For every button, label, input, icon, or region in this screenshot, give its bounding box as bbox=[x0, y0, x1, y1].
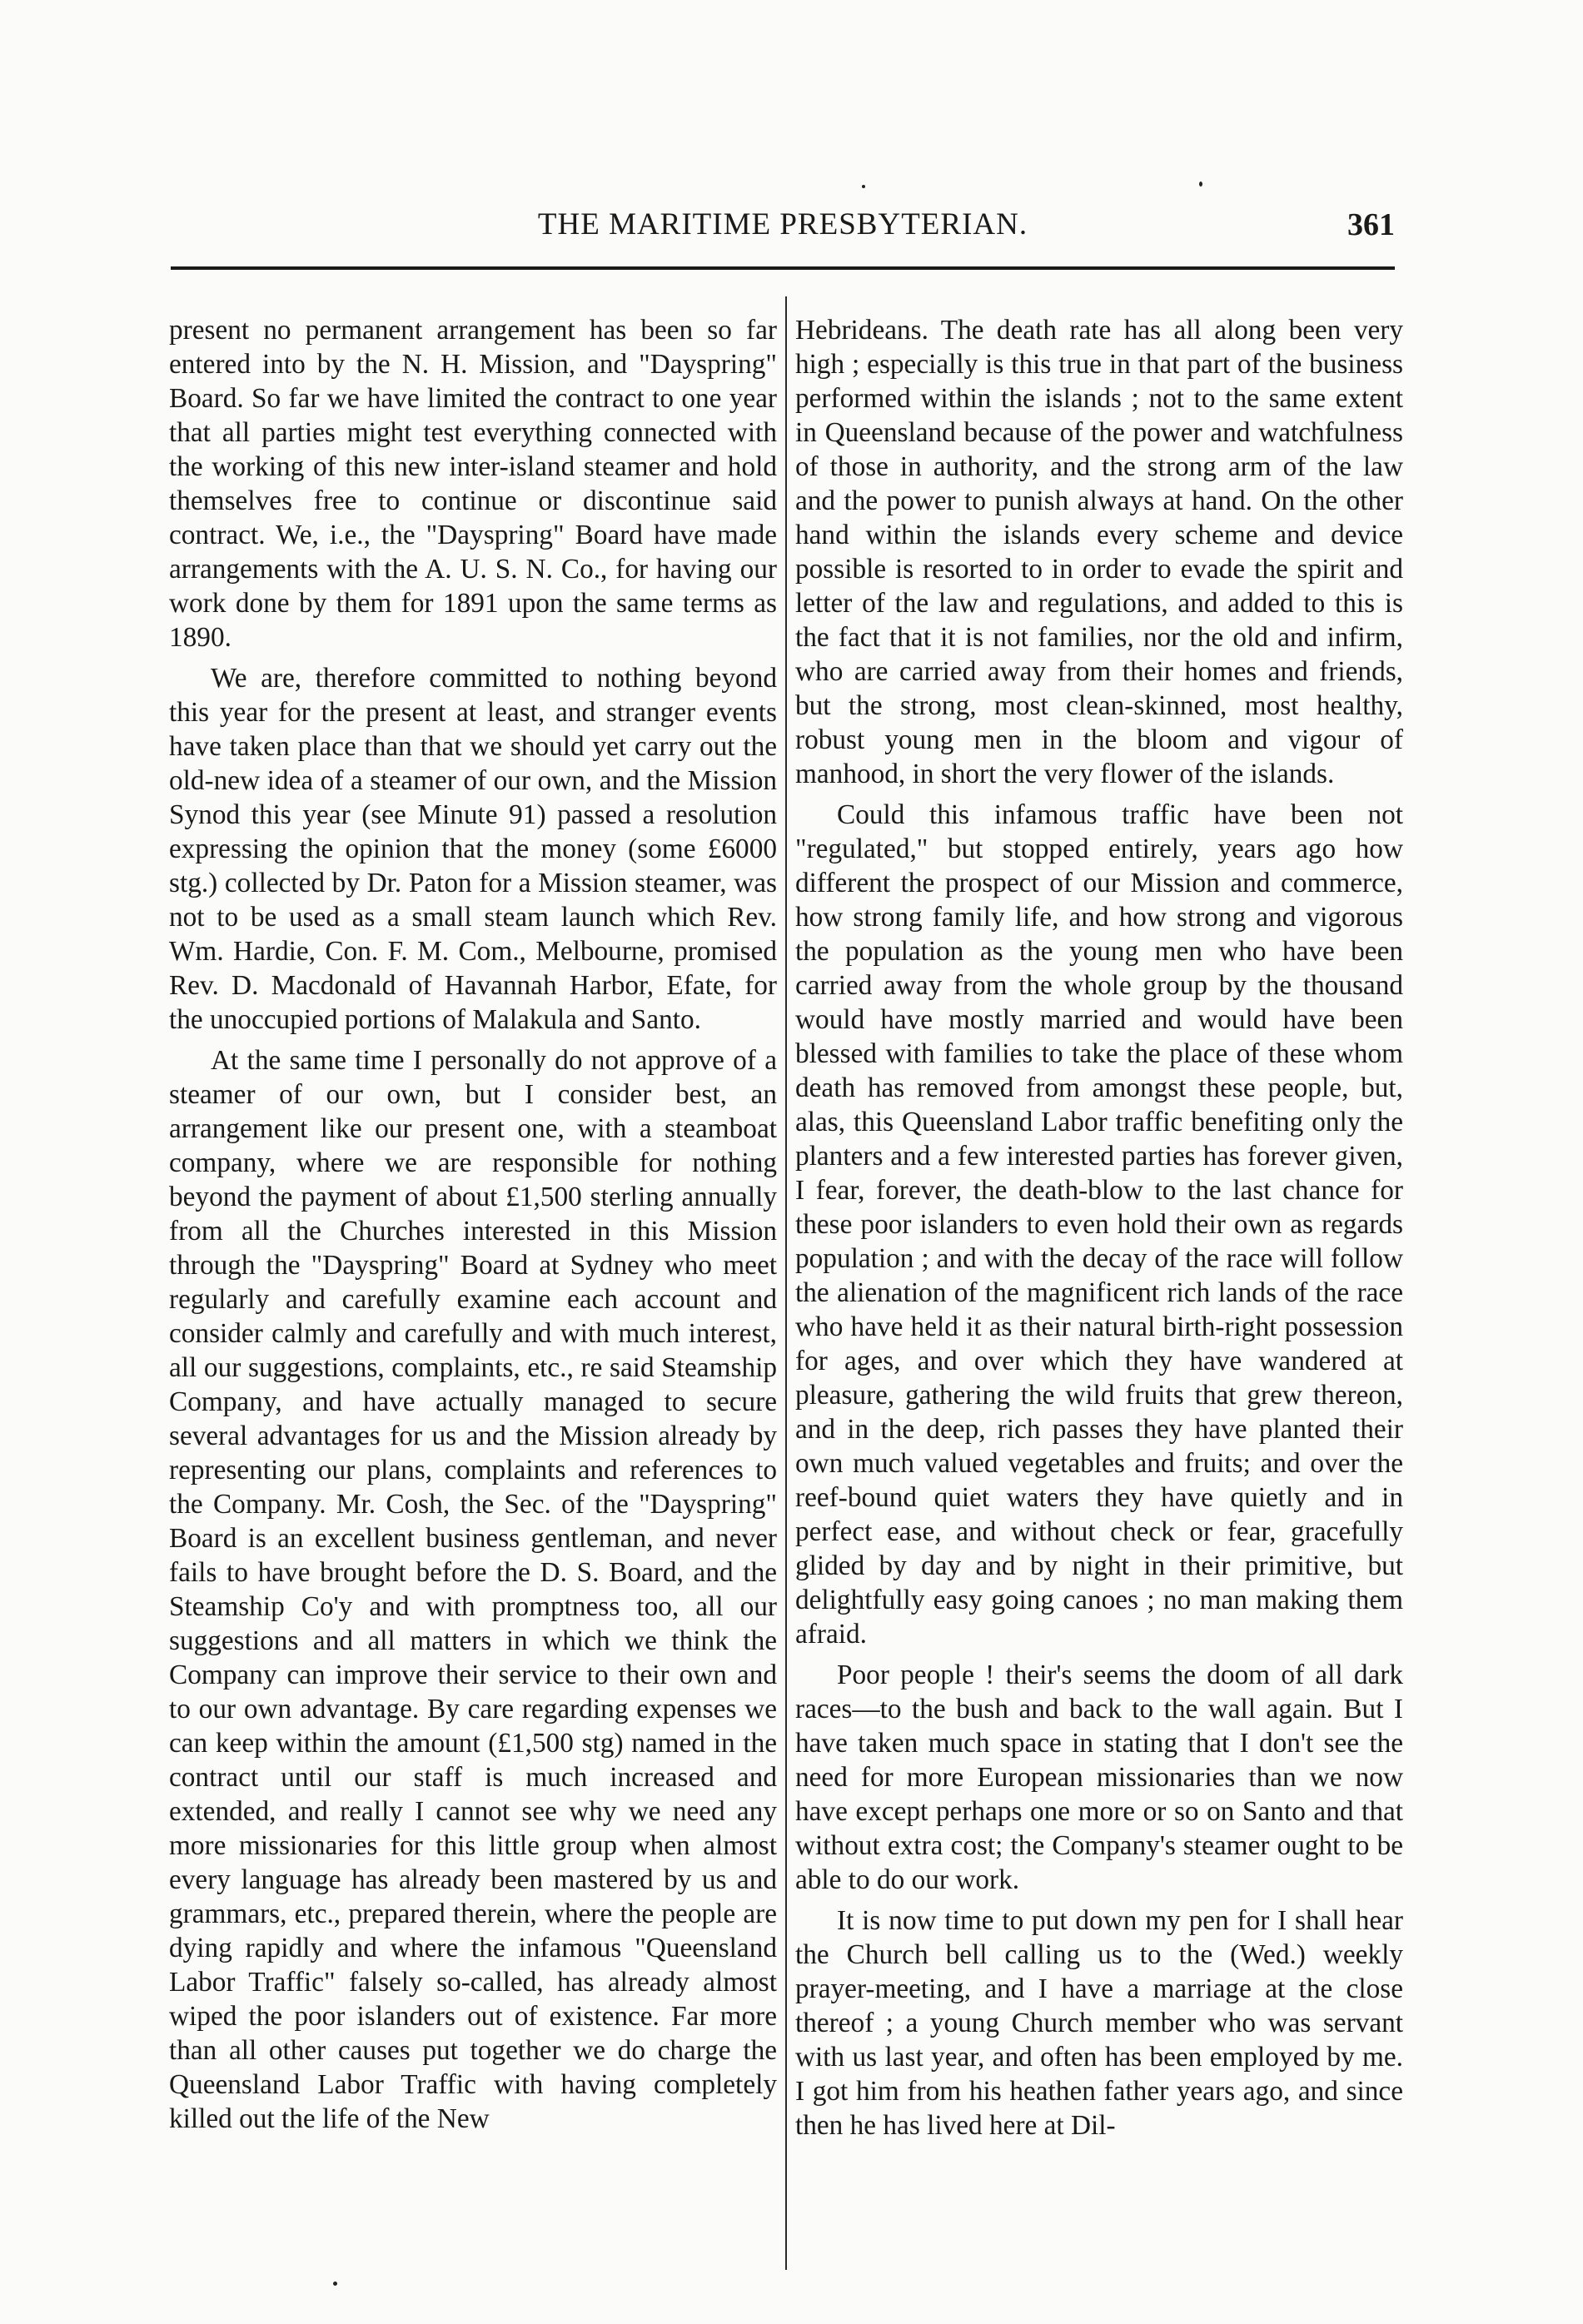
header-rule bbox=[171, 266, 1395, 270]
paragraph: We are, therefore committed to nothing beyond this year for the present at least, and stranger events have taken place than that we should yet carry out the old-new idea of a steamer of our own, and the Mission Synod this year (see Minute 91) passed a resolution expressing the opinion that the money (some £6000 stg.) collected by Dr. Paton for a Mission steamer, was not to be used as a small steam launch which Rev. Wm. Hardie, Con. F. M. Com., Melbourne, promised Rev. D. Macdonald of Havannah Harbor, Efate, for the unoccupied portions of Malakula and Santo. bbox=[169, 663, 777, 1035]
column-divider bbox=[785, 296, 787, 2270]
right-column bbox=[795, 313, 1403, 2253]
paragraph: Poor people ! their's seems the doom of all dark races—to the bush and back to the wall again. But I have taken much space in stating that I don't see the need for more European missionaries than we now have except perhaps one more or so on Santo and that without extra cost; the Company's steamer ought to be able to do our work. bbox=[795, 1660, 1403, 1895]
ink-speck bbox=[1199, 182, 1202, 187]
page-header bbox=[171, 207, 1395, 256]
ink-speck bbox=[862, 185, 865, 188]
paragraph: present no permanent arrangement has been so far entered into by the N. H. Mission, and "Dayspring" Board. So far we have limited the contract to one year that all parties might test everything connected with the working of this new inter-island steamer and hold themselves free to continue or discontinue said contract. We, i.e., the "Dayspring" Board have made arrangements with the A. U. S. N. Co., for having our work done by them for 1891 upon the same terms as 1890. bbox=[169, 315, 777, 653]
paragraph: Hebrideans. The death rate has all along been very high ; especially is this true in that part of the business performed within the islands ; not to the same extent in Queensland because of the power and watchfulness of those in authority, and the strong arm of the law and the power to punish always at hand. On the other hand within the islands every scheme and device possible is resorted to in order to evade the spirit and letter of the law and regulations, and added to this is the fact that it is not families, nor the old and infirm, who are carried away from their homes and friends, but the strong, most clean-skinned, most healthy, robust young men in the bloom and vigour of manhood, in short the very flower of the islands. bbox=[795, 315, 1403, 789]
paragraph: It is now time to put down my pen for I shall hear the Church bell calling us to the (Wed.) weekly prayer-meeting, and I have a marriage at the close thereof ; a young Church member who was servant with us last year, and often has been employed by me. I got him from his heathen father years ago, and since then he has lived here at Dil- bbox=[795, 1905, 1403, 2141]
page-number: 361 bbox=[1347, 207, 1395, 242]
left-column bbox=[169, 313, 777, 2253]
paragraph: Could this infamous traffic have been not "regulated," but stopped entirely, years ago how different the prospect of our Mission and commerce, how strong family life, and how strong and vigorous the population as the young men who have been carried away from the whole group by the thousand would have mostly married and would have been blessed with families to take the place of these whom death has removed from amongst these people, but, alas, this Queensland Labor traffic benefiting only the planters and a few interested parties has forever given, I fear, forever, the death-blow to the last chance for these poor islanders to even hold their own as regards population ; and with the decay of the race will follow the alienation of the magnificent rich lands of the race who have held it as their natural birth-right possession for ages, and over which they have wandered at pleasure, gathering the wild fruits that grew thereon, and in the deep, rich passes they have planted their own much valued vegetables and fruits; and over the reef-bound quiet waters they have quietly and in perfect ease, and without check or fear, gracefully glided by day and by night in their primitive, but delightfully easy going canoes ; no man making them afraid. bbox=[795, 799, 1403, 1650]
ink-speck bbox=[333, 2282, 337, 2286]
paragraph: At the same time I personally do not approve of a steamer of our own, but I consider best, an arrangement like our present one, with a steamboat company, where we are responsible for nothing beyond the payment of about £1,500 sterling annually from all the Churches interested in this Mission through the "Dayspring" Board at Sydney who meet regularly and carefully examine each account and consider calmly and carefully and with much interest, all our suggestions, complaints, etc., re said Steamship Company, and have actually managed to secure several advantages for us and the Mission already by representing our plans, complaints and references to the Company. Mr. Cosh, the Sec. of the "Dayspring" Board is an excellent business gentleman, and never fails to have brought before the D. S. Board, and the Steamship Co'y and with promptness too, all our suggestions and all matters in which we think the Company can improve their service to their own and to our own advantage. By care regarding expenses we can keep within the amount (£1,500 stg) named in the contract until our staff is much increased and extended, and really I cannot see why we need any more missionaries for this little group when almost every language has already been mastered by us and grammars, etc., prepared therein, where the people are dying rapidly and where the infamous "Queensland Labor Traffic" falsely so-called, has already almost wiped the poor islanders out of existence. Far more than all other causes put together we do charge the Queensland Labor Traffic with having completely killed out the life of the New bbox=[169, 1045, 777, 2134]
running-title: THE MARITIME PRESBYTERIAN. bbox=[537, 207, 1028, 241]
